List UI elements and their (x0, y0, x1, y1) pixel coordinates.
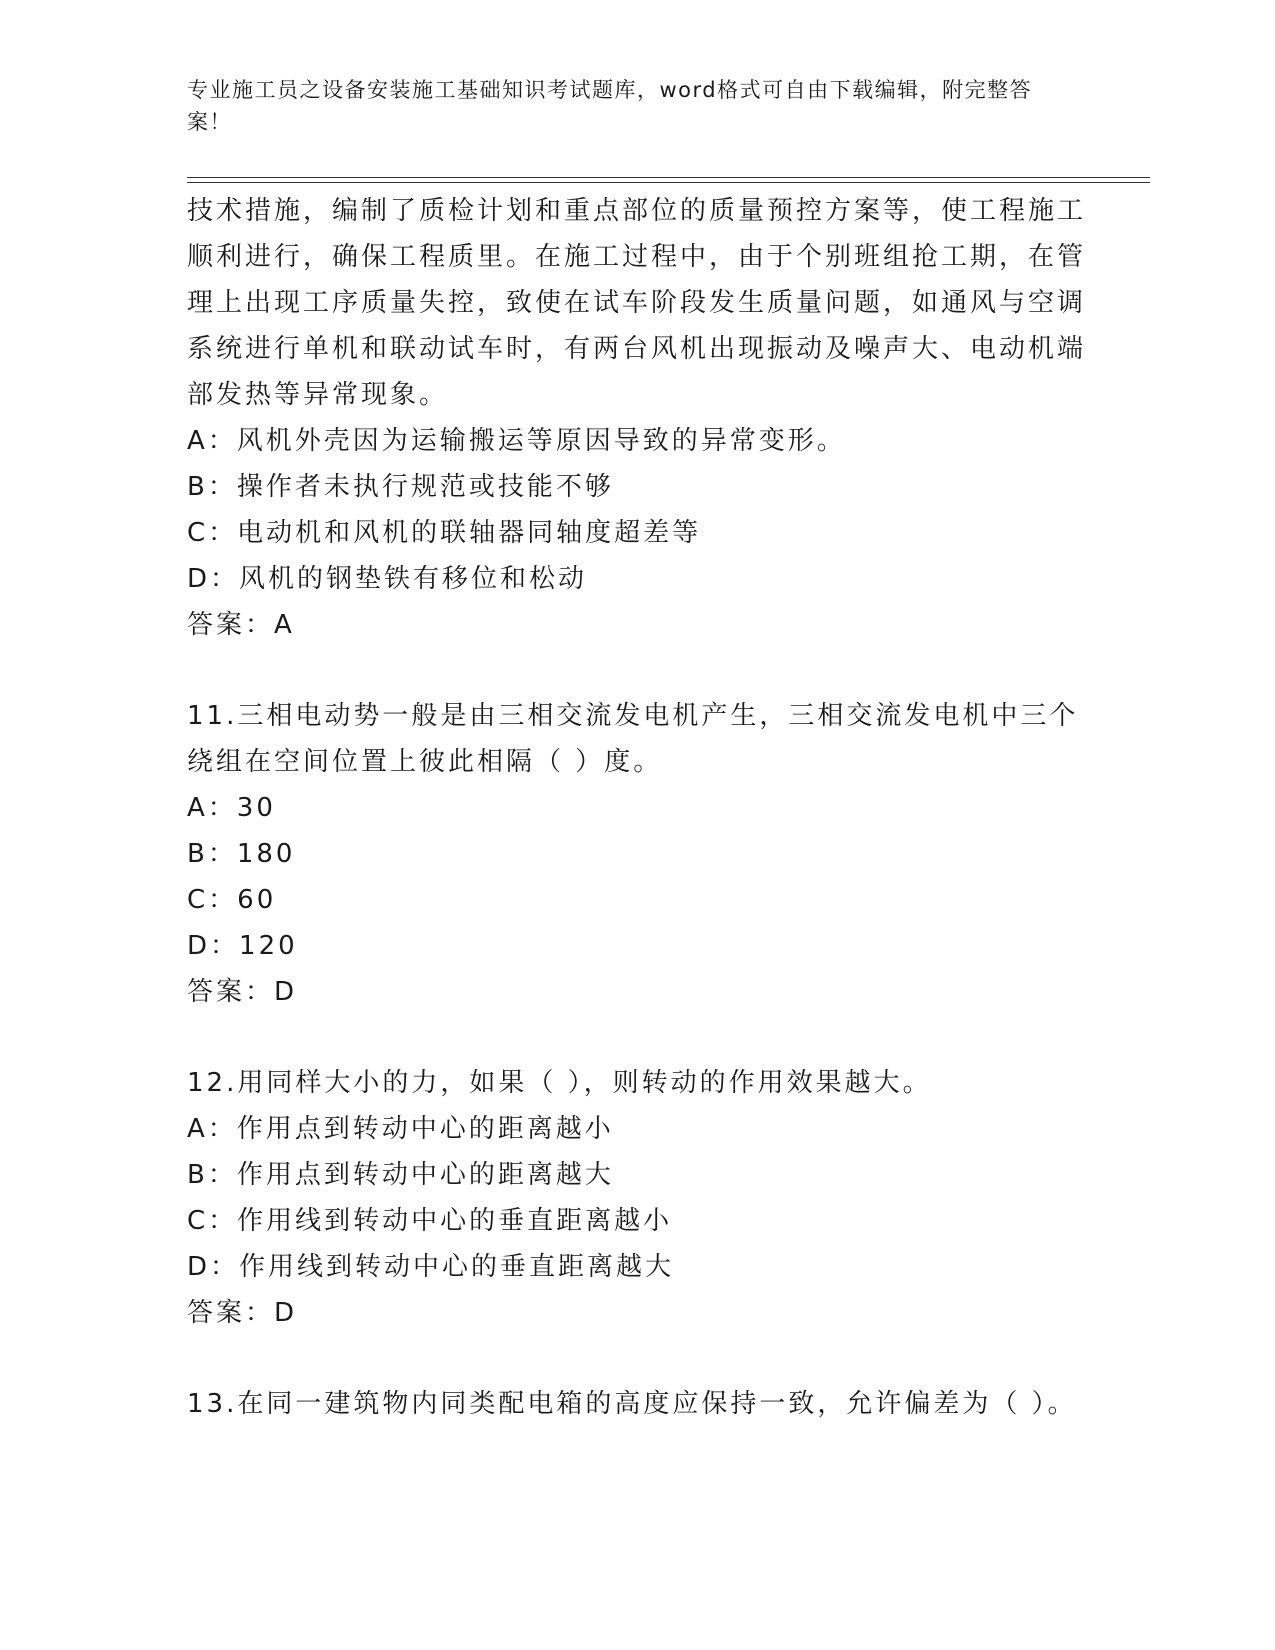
answer: 答案：D (187, 977, 298, 1007)
answer: 答案：D (187, 1298, 298, 1328)
option-d: D：120 (187, 931, 298, 961)
question-stem-continued: 技术措施，编制了质检计划和重点部位的质量预控方案等，使工程施工顺利进行，确保工程质里。在施工过程中，由于个别班组抢工期，在管理上出现工序质量失控，致使在试车阶段发生质量问题，如通风与空调系统进行单机和联动试车时，有两台风机出现振动及噪声大、电动机端部发热等异常现象。 (187, 196, 1087, 410)
document-body (187, 188, 1087, 1427)
option-c: C：电动机和风机的联轴器同轴度超差等 (187, 518, 702, 548)
option-c: C：作用线到转动中心的垂直距离越小 (187, 1206, 673, 1236)
header-divider-top (187, 177, 1150, 178)
header-divider-bottom (187, 182, 1150, 183)
document-header: 专业施工员之设备安装施工基础知识考试题库，word格式可自由下载编辑，附完整答案！ (187, 78, 1033, 134)
option-a: A：作用点到转动中心的距离越小 (187, 1114, 614, 1144)
question-stem: 12.用同样大小的力，如果（ ），则转动的作用效果越大。 (187, 1068, 932, 1098)
option-d: D：作用线到转动中心的垂直距离越大 (187, 1252, 675, 1282)
spacer (187, 1336, 1087, 1381)
question-11 (187, 693, 1087, 1015)
option-b: B：操作者未执行规范或技能不够 (187, 472, 614, 502)
question-stem: 13.在同一建筑物内同类配电箱的高度应保持一致，允许偏差为（ ）。 (187, 1389, 1077, 1419)
question-stem: 11.三相电动势一般是由三相交流发电机产生，三相交流发电机中三个绕组在空间位置上彼此相隔（ ）度。 (187, 701, 1079, 777)
spacer (187, 1015, 1087, 1060)
question-12 (187, 1060, 1087, 1336)
spacer (187, 648, 1087, 693)
option-b: B：180 (187, 839, 296, 869)
option-b: B：作用点到转动中心的距离越大 (187, 1160, 614, 1190)
option-d: D：风机的钢垫铁有移位和松动 (187, 564, 588, 594)
option-a: A：风机外壳因为运输搬运等原因导致的异常变形。 (187, 426, 846, 456)
question-10 (187, 188, 1087, 648)
option-c: C：60 (187, 885, 277, 915)
answer: 答案：A (187, 610, 295, 640)
option-a: A：30 (187, 793, 276, 823)
question-13 (187, 1381, 1087, 1427)
